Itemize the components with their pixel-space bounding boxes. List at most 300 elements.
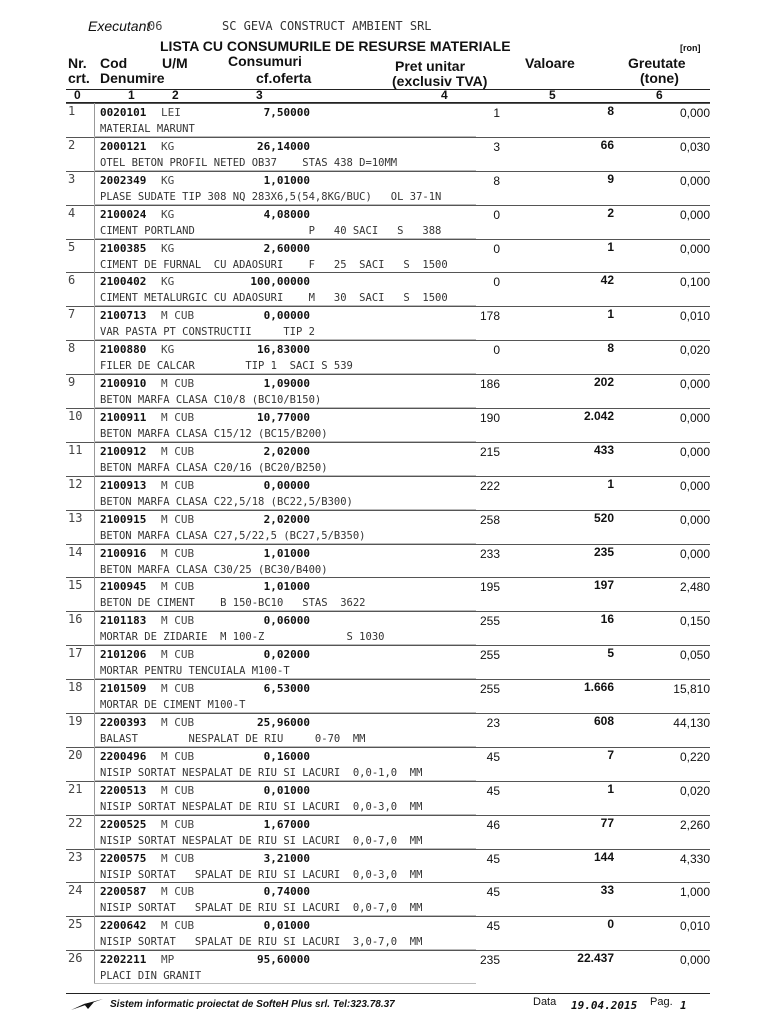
unit-price: 45 [486, 851, 500, 866]
row-divider [94, 272, 95, 289]
weight-tons: 0,220 [679, 749, 710, 764]
row-number: 26 [68, 951, 83, 966]
quantity: 0,01000 [263, 919, 310, 933]
table-row [0, 408, 768, 442]
unit-of-measure: M CUB [161, 377, 195, 391]
material-description: BETON MARFA CLASA C10/8 (BC10/B150) [100, 394, 322, 407]
material-code: 2100024 [100, 207, 147, 221]
quantity: 95,60000 [257, 953, 310, 967]
row-number: 12 [68, 476, 83, 491]
material-description: MORTAR DE CIMENT M100-T [100, 699, 246, 712]
row-divider [94, 696, 95, 713]
material-code: 2100915 [100, 512, 147, 526]
table-row [0, 781, 768, 815]
quantity: 0,02000 [263, 648, 310, 662]
colnum-1: 1 [128, 88, 135, 102]
unit-of-measure: M CUB [161, 411, 195, 425]
footer-rule [66, 993, 710, 994]
row-divider [94, 781, 95, 798]
unit-of-measure: M CUB [161, 512, 195, 526]
value: 1 [607, 239, 614, 254]
material-description: BETON DE CIMENT B 150-BC10 STAS 3622 [100, 597, 366, 610]
row-number: 23 [68, 849, 83, 864]
row-number: 8 [68, 341, 76, 356]
weight-tons: 0,000 [679, 241, 710, 256]
material-code: 2202211 [100, 953, 147, 967]
table-row [0, 306, 768, 340]
header-cod: Cod [100, 55, 128, 71]
material-code: 2100385 [100, 241, 147, 255]
row-divider [94, 713, 95, 730]
quantity: 0,74000 [263, 885, 310, 899]
unit-of-measure: M CUB [161, 309, 195, 323]
table-row [0, 611, 768, 645]
material-code: 2200513 [100, 783, 147, 797]
material-code: 2100912 [100, 444, 147, 458]
material-description: MORTAR DE ZIDARIE M 100-Z S 1030 [100, 631, 385, 644]
row-number: 4 [68, 205, 76, 220]
row-divider [94, 323, 95, 340]
weight-tons: 0,020 [679, 343, 710, 358]
row-divider [94, 340, 95, 357]
row-divider [94, 764, 95, 781]
material-code: 2200496 [100, 749, 147, 763]
header-valoare: Valoare [525, 55, 575, 71]
colnum-3: 3 [256, 88, 263, 102]
weight-tons: 0,010 [679, 919, 710, 934]
value: 33 [600, 883, 614, 898]
unit-of-measure: KG [161, 207, 175, 221]
material-description: BETON MARFA CLASA C30/25 (BC30/B400) [100, 563, 328, 576]
colnum-0: 0 [74, 88, 81, 102]
unit-of-measure: MP [161, 953, 175, 967]
value: 235 [593, 544, 614, 559]
quantity: 2,60000 [263, 241, 310, 255]
unit-price: 45 [486, 919, 500, 934]
material-description: BETON MARFA CLASA C27,5/22,5 (BC27,5/B350) [100, 529, 366, 542]
header-greutate: Greutate [628, 55, 686, 71]
table-row [0, 916, 768, 950]
weight-tons: 2,260 [679, 817, 710, 832]
value: 66 [600, 137, 614, 152]
row-divider [94, 442, 95, 459]
material-description: BETON MARFA CLASA C22,5/18 (BC22,5/B300) [100, 495, 353, 508]
row-divider [94, 408, 95, 425]
material-code: 2100911 [100, 411, 147, 425]
table-row [0, 103, 768, 137]
quantity: 25,96000 [257, 716, 310, 730]
unit-of-measure: M CUB [161, 919, 195, 933]
unit-of-measure: M CUB [161, 444, 195, 458]
page-title: LISTA CU CONSUMURILE DE RESURSE MATERIALE [160, 38, 511, 54]
unit-of-measure: M CUB [161, 851, 195, 865]
unit-price: 255 [479, 614, 500, 629]
header-rule-top [66, 89, 710, 90]
row-divider [94, 815, 95, 832]
unit-of-measure: M CUB [161, 580, 195, 594]
row-number: 16 [68, 612, 83, 627]
unit-price: 0 [493, 207, 500, 222]
header-pret-unitar: Pret unitar [395, 58, 466, 74]
row-subrule [94, 983, 476, 984]
currency-label: [ron] [680, 43, 701, 53]
row-number: 10 [68, 409, 83, 424]
row-divider [94, 866, 95, 883]
row-divider [94, 679, 95, 696]
row-divider [94, 510, 95, 527]
weight-tons: 0,000 [679, 411, 710, 426]
row-divider [94, 611, 95, 628]
table-row [0, 849, 768, 883]
row-number: 9 [68, 375, 76, 390]
material-description: BETON MARFA CLASA C15/12 (BC15/B200) [100, 428, 328, 441]
weight-tons: 2,480 [679, 580, 710, 595]
quantity: 10,77000 [257, 411, 310, 425]
colnum-5: 5 [549, 88, 556, 102]
row-divider [94, 645, 95, 662]
row-divider [94, 137, 95, 154]
material-description: CIMENT DE FURNAL CU ADAOSURI F 25 SACI S 1500 [100, 258, 448, 271]
table-row [0, 272, 768, 306]
row-number: 13 [68, 510, 83, 525]
quantity: 2,02000 [263, 512, 310, 526]
quantity: 7,50000 [263, 106, 310, 119]
weight-tons: 0,100 [679, 275, 710, 290]
value: 0 [607, 917, 614, 932]
header-exclusiv-tva: (exclusiv TVA) [392, 73, 488, 89]
material-code: 2100402 [100, 275, 147, 289]
unit-price: 0 [493, 241, 500, 256]
row-divider [94, 103, 95, 120]
unit-of-measure: M CUB [161, 478, 195, 492]
header-nr: Nr. [68, 55, 87, 71]
row-divider [94, 527, 95, 544]
date-label: Data [533, 996, 557, 1008]
unit-price: 45 [486, 885, 500, 900]
material-code: 2200587 [100, 885, 147, 899]
weight-tons: 15,810 [673, 682, 710, 697]
unit-price: 45 [486, 783, 500, 798]
materials-table [0, 103, 768, 984]
row-divider [94, 120, 95, 137]
row-divider [94, 222, 95, 239]
row-divider [94, 747, 95, 764]
value: 608 [593, 714, 614, 729]
quantity: 4,08000 [263, 207, 310, 221]
value: 8 [607, 341, 614, 356]
table-row [0, 510, 768, 544]
value: 433 [593, 442, 614, 457]
weight-tons: 0,000 [679, 377, 710, 392]
weight-tons: 0,000 [679, 512, 710, 527]
material-code: 2200575 [100, 851, 147, 865]
weight-tons: 1,000 [679, 885, 710, 900]
material-code: 2100945 [100, 580, 147, 594]
row-divider [94, 391, 95, 408]
unit-price: 255 [479, 648, 500, 663]
weight-tons: 0,000 [679, 953, 710, 968]
unit-of-measure: M CUB [161, 817, 195, 831]
table-row [0, 645, 768, 679]
weight-tons: 0,000 [679, 444, 710, 459]
quantity: 1,67000 [263, 817, 310, 831]
row-divider [94, 171, 95, 188]
unit-of-measure: M CUB [161, 716, 195, 730]
unit-of-measure: M CUB [161, 783, 195, 797]
header-crt: crt. [68, 70, 90, 86]
date-value: 19.04.2015 [571, 999, 638, 1012]
header-denumire: Denumire [100, 70, 165, 86]
row-divider [94, 849, 95, 866]
unit-price: 1 [493, 106, 500, 120]
table-row [0, 882, 768, 916]
row-divider [94, 628, 95, 645]
colnum-2: 2 [172, 88, 179, 102]
material-code: 2200525 [100, 817, 147, 831]
row-divider [94, 425, 95, 442]
row-divider [94, 205, 95, 222]
row-divider [94, 374, 95, 391]
value: 520 [593, 510, 614, 525]
unit-price: 0 [493, 275, 500, 290]
row-divider [94, 493, 95, 510]
unit-price: 45 [486, 749, 500, 764]
unit-price: 222 [479, 478, 500, 493]
value: 9 [607, 171, 614, 186]
footer-credit: Sistem informatic proiectat de SofteH Plus srl. Tel:323.78.37 [110, 999, 395, 1010]
table-row [0, 747, 768, 781]
page-number: 1 [680, 999, 687, 1012]
value: 42 [600, 273, 614, 288]
material-code: 2100713 [100, 309, 147, 323]
unit-price: 46 [486, 817, 500, 832]
row-divider [94, 459, 95, 476]
material-description: NISIP SORTAT SPALAT DE RIU SI LACURI 3,0-7,0 MM [100, 936, 423, 949]
row-divider [94, 899, 95, 916]
weight-tons: 0,150 [679, 614, 710, 629]
material-code: 2100880 [100, 343, 147, 357]
value: 5 [607, 646, 614, 661]
quantity: 0,01000 [263, 783, 310, 797]
row-divider [94, 594, 95, 611]
row-number: 15 [68, 578, 83, 593]
value: 144 [593, 849, 614, 864]
row-number: 2 [68, 137, 76, 152]
value: 7 [607, 747, 614, 762]
row-number: 25 [68, 917, 83, 932]
unit-of-measure: LEI [161, 106, 181, 119]
table-row [0, 239, 768, 273]
quantity: 1,01000 [263, 173, 310, 187]
unit-of-measure: KG [161, 275, 175, 289]
unit-price: 215 [479, 444, 500, 459]
material-description: NISIP SORTAT SPALAT DE RIU SI LACURI 0,0-7,0 MM [100, 902, 423, 915]
value: 1 [607, 476, 614, 491]
row-number: 24 [68, 883, 83, 898]
value: 1 [607, 307, 614, 322]
row-divider [94, 256, 95, 273]
material-code: 2100916 [100, 546, 147, 560]
row-number: 17 [68, 646, 83, 661]
table-row [0, 137, 768, 171]
row-number: 22 [68, 815, 83, 830]
quantity: 1,01000 [263, 546, 310, 560]
quantity: 0,16000 [263, 749, 310, 763]
company-name: SC GEVA CONSTRUCT AMBIENT SRL [222, 19, 432, 33]
value: 22.437 [577, 951, 614, 966]
weight-tons: 0,000 [679, 106, 710, 120]
material-description: CIMENT PORTLAND P 40 SACI S 388 [100, 224, 442, 237]
unit-of-measure: M CUB [161, 885, 195, 899]
quantity: 0,06000 [263, 614, 310, 628]
quantity: 6,53000 [263, 682, 310, 696]
material-description: PLACI DIN GRANIT [100, 970, 202, 983]
unit-price: 186 [479, 377, 500, 392]
unit-price: 0 [493, 343, 500, 358]
material-description: OTEL BETON PROFIL NETED OB37 STAS 438 D=10MM [100, 156, 398, 169]
quantity: 26,14000 [257, 139, 310, 153]
weight-tons: 0,010 [679, 309, 710, 324]
material-description: BETON MARFA CLASA C20/16 (BC20/B250) [100, 461, 328, 474]
quantity: 16,83000 [257, 343, 310, 357]
unit-price: 8 [493, 173, 500, 188]
weight-tons: 0,000 [679, 546, 710, 561]
value: 2 [607, 205, 614, 220]
quantity: 0,00000 [263, 309, 310, 323]
value: 77 [600, 815, 614, 830]
unit-of-measure: KG [161, 241, 175, 255]
material-code: 2200642 [100, 919, 147, 933]
unit-of-measure: M CUB [161, 648, 195, 662]
quantity: 100,00000 [250, 275, 310, 289]
unit-price: 255 [479, 682, 500, 697]
unit-of-measure: M CUB [161, 749, 195, 763]
weight-tons: 0,000 [679, 478, 710, 493]
material-description: MORTAR PENTRU TENCUIALA M100-T [100, 665, 290, 678]
material-description: BALAST NESPALAT DE RIU 0-70 MM [100, 733, 366, 746]
weight-tons: 0,020 [679, 783, 710, 798]
material-code: 0020101 [100, 106, 147, 119]
material-code: 2100910 [100, 377, 147, 391]
value: 1.666 [583, 680, 614, 695]
material-description: NISIP SORTAT NESPALAT DE RIU SI LACURI 0,0-3,0 MM [100, 800, 423, 813]
row-number: 20 [68, 747, 83, 762]
material-description: VAR PASTA PT CONSTRUCTII TIP 2 [100, 326, 315, 339]
row-divider [94, 916, 95, 933]
row-divider [94, 882, 95, 899]
row-divider [94, 798, 95, 815]
table-row [0, 340, 768, 374]
material-code: 2100913 [100, 478, 147, 492]
quantity: 3,21000 [263, 851, 310, 865]
table-row [0, 171, 768, 205]
unit-price: 258 [479, 512, 500, 527]
material-description: PLASE SUDATE TIP 308 NQ 283X6,5(54,8KG/BUC) OL 37-1N [100, 190, 442, 203]
colnum-6: 6 [656, 88, 663, 102]
header-cf-oferta: cf.oferta [256, 70, 312, 86]
value: 16 [600, 612, 614, 627]
material-code: 2200393 [100, 716, 147, 730]
row-divider [94, 154, 95, 171]
material-code: 2101509 [100, 682, 147, 696]
unit-of-measure: KG [161, 139, 175, 153]
row-number: 19 [68, 714, 83, 729]
unit-price: 195 [479, 580, 500, 595]
page-label: Pag. [650, 996, 673, 1008]
unit-of-measure: M CUB [161, 614, 195, 628]
row-divider [94, 730, 95, 747]
weight-tons: 44,130 [673, 716, 710, 731]
material-code: 2002349 [100, 173, 147, 187]
unit-price: 235 [479, 953, 500, 968]
row-divider [94, 832, 95, 849]
quantity: 0,00000 [263, 478, 310, 492]
table-row [0, 713, 768, 747]
material-description: NISIP SORTAT NESPALAT DE RIU SI LACURI 0,0-1,0 MM [100, 766, 423, 779]
material-description: CIMENT METALURGIC CU ADAOSURI M 30 SACI S 1500 [100, 292, 448, 305]
table-row [0, 679, 768, 713]
row-divider [94, 967, 95, 984]
executant-label: Executant [88, 18, 151, 34]
table-row [0, 205, 768, 239]
unit-of-measure: KG [161, 173, 175, 187]
row-number: 21 [68, 781, 83, 796]
executant-number: 06 [148, 19, 163, 33]
material-description: MATERIAL MARUNT [100, 123, 195, 135]
row-divider [94, 306, 95, 323]
material-code: 2101206 [100, 648, 147, 662]
material-description: NISIP SORTAT NESPALAT DE RIU SI LACURI 0,0-7,0 MM [100, 834, 423, 847]
colnum-4: 4 [441, 88, 448, 102]
row-divider [94, 577, 95, 594]
weight-tons: 4,330 [679, 851, 710, 866]
weight-tons: 0,050 [679, 648, 710, 663]
unit-price: 233 [479, 546, 500, 561]
quantity: 1,01000 [263, 580, 310, 594]
row-divider [94, 188, 95, 205]
unit-price: 190 [479, 411, 500, 426]
table-row [0, 815, 768, 849]
table-row [0, 374, 768, 408]
table-row [0, 544, 768, 578]
row-number: 1 [68, 104, 76, 118]
row-number: 5 [68, 239, 76, 254]
row-divider [94, 950, 95, 967]
quantity: 2,02000 [263, 444, 310, 458]
value: 202 [593, 375, 614, 390]
material-code: 2101183 [100, 614, 147, 628]
quantity: 1,09000 [263, 377, 310, 391]
weight-tons: 0,000 [679, 173, 710, 188]
row-number: 6 [68, 273, 76, 288]
row-number: 7 [68, 307, 76, 322]
table-row [0, 950, 768, 984]
row-divider [94, 662, 95, 679]
row-number: 14 [68, 544, 83, 559]
unit-price: 3 [493, 139, 500, 154]
row-divider [94, 544, 95, 561]
unit-of-measure: M CUB [161, 682, 195, 696]
table-row [0, 577, 768, 611]
row-divider [94, 357, 95, 374]
value: 8 [607, 104, 614, 118]
header-consumuri: Consumuri [228, 53, 302, 69]
row-divider [94, 476, 95, 493]
table-row [0, 442, 768, 476]
row-divider [94, 239, 95, 256]
unit-price: 178 [479, 309, 500, 324]
row-number: 18 [68, 680, 83, 695]
